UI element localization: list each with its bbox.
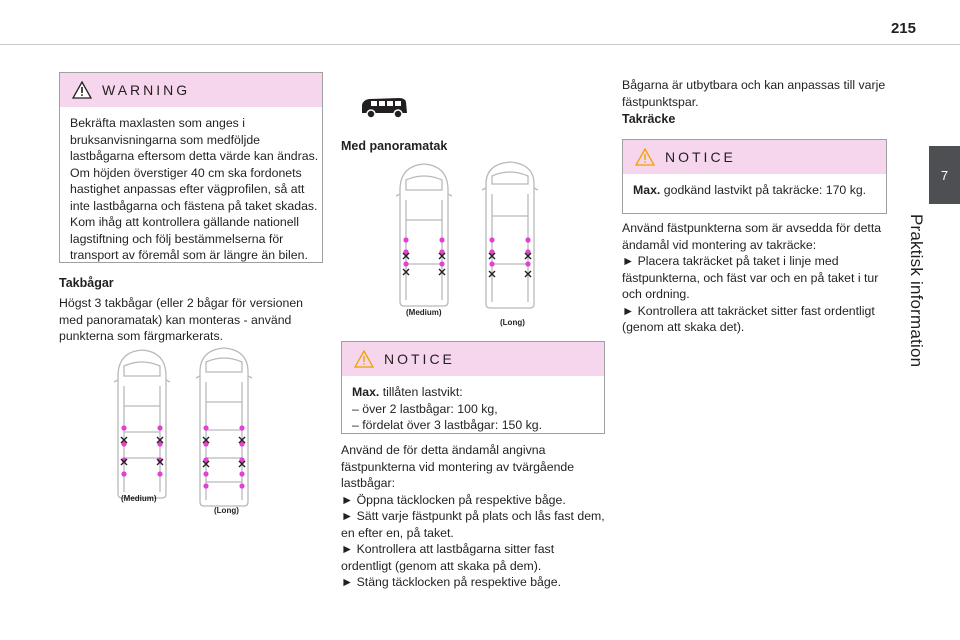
label-long: (Long) (214, 506, 239, 515)
warning-line: hastighet anpassas efter vägprofilen, så att (70, 182, 305, 196)
right-intro (622, 77, 885, 110)
chapter-title: Praktisk information (907, 214, 926, 368)
notice-title: NOTICE (384, 351, 455, 367)
warning-box (59, 72, 323, 263)
text-line: Bågarna är utbytbara och kan anpassas till varje (622, 78, 886, 92)
notice-bold: Max. (352, 385, 380, 399)
text-line: ► Öppna täcklocken på respektive båge. (341, 492, 566, 507)
roof-diagram-svg (390, 160, 550, 330)
text-line: lastbågar: (341, 476, 396, 490)
text-line: punkterna som färgmarkerats. (59, 329, 224, 343)
notice-box-load (341, 341, 605, 434)
right-instructions (622, 220, 881, 336)
label-medium: (Medium) (121, 494, 157, 503)
warning-line: Om höjden överstiger 40 cm ska fordonets (70, 165, 302, 180)
van-silhouette-icon (359, 96, 409, 120)
warning-triangle-icon (635, 148, 655, 166)
notice-item: – fördelat över 3 lastbågar: 150 kg. (352, 418, 543, 432)
warning-line: inte lastbågarna och fästena på taket skadas. (70, 198, 318, 213)
page-number: 215 (890, 20, 916, 37)
text-line: Högst 3 takbågar (eller 2 bågar för versionen (59, 296, 304, 310)
label-medium: (Medium) (406, 308, 442, 317)
notice-bold: Max. (633, 183, 661, 197)
notice-header (623, 140, 886, 174)
warning-body (60, 107, 322, 272)
warning-line: lagstiftning och följ bestämmelserna för (70, 231, 284, 246)
notice-body (623, 174, 886, 207)
text-line: ► Kontrollera att lastbågarna sitter fast (341, 542, 555, 556)
warning-triangle-icon (72, 81, 92, 99)
text-line: fästpunkterna vid montering av tvärgående (341, 459, 575, 474)
text-line: ► Sätt varje fästpunkt på plats och lås fast dem, (341, 509, 605, 523)
text-line: en efter en, på taket. (341, 525, 454, 540)
text-line: Använd de för detta ändamål angivna (341, 443, 546, 457)
middle-instructions (341, 442, 605, 591)
header-divider (0, 44, 960, 45)
text-line: (genom att skaka det). (622, 320, 745, 334)
text-line: och ordning. (622, 287, 690, 301)
text-line: Använd fästpunkterna som är avsedda för detta (622, 221, 882, 235)
notice-header (342, 342, 604, 376)
warning-header (60, 73, 322, 107)
notice-line (633, 182, 876, 199)
warning-title: WARNING (102, 82, 191, 98)
notice-line (352, 384, 594, 401)
section-heading-panoramatak: Med panoramatak (341, 139, 448, 153)
warning-line: transport av föremål som är längre än bilen. (70, 248, 308, 262)
roof-diagram-standard (108, 346, 268, 516)
warning-line: bruksanvisningarna som medföljde (70, 132, 261, 147)
text-line: med panoramatak) kan monteras - använd (59, 312, 292, 327)
chapter-tab (929, 146, 960, 204)
notice-text: tillåten lastvikt: (379, 385, 463, 399)
warning-line: Kom ihåg att kontrollera gällande nationell (70, 215, 300, 229)
chapter-number: 7 (940, 167, 949, 183)
text-line: fästpunktspar. (622, 94, 699, 109)
notice-body (342, 376, 604, 442)
text-line: ändamål vid montering av takräcke: (622, 237, 817, 252)
notice-text: godkänd lastvikt på takräcke: 170 kg. (660, 183, 867, 197)
roof-diagram-svg (108, 346, 268, 516)
warning-triangle-icon (354, 350, 374, 368)
text-line: ► Stäng täcklocken på respektive båge. (341, 575, 561, 589)
notice-box-rack (622, 139, 887, 214)
text-line: ► Placera takräcket på taket i linje med (622, 254, 839, 268)
warning-line: Bekräfta maxlasten som anges i (70, 116, 245, 130)
text-line: fästpunkterna, och fäst var och en på taket i tur (622, 270, 879, 285)
text-line: ► Kontrollera att takräcket sitter fast ordentligt (622, 303, 875, 318)
takbagar-text (59, 295, 303, 345)
label-long: (Long) (500, 318, 525, 327)
roof-diagram-panoramic (390, 160, 550, 330)
section-heading-takbagar: Takbågar (59, 276, 114, 290)
section-heading-takracke: Takräcke (622, 112, 676, 126)
text-line: ordentligt (genom att skaka på dem). (341, 558, 542, 573)
notice-item: – över 2 lastbågar: 100 kg, (352, 401, 498, 416)
warning-line: lastbågarna eftersom detta värde kan ändras. (70, 149, 319, 163)
notice-title: NOTICE (665, 149, 736, 165)
